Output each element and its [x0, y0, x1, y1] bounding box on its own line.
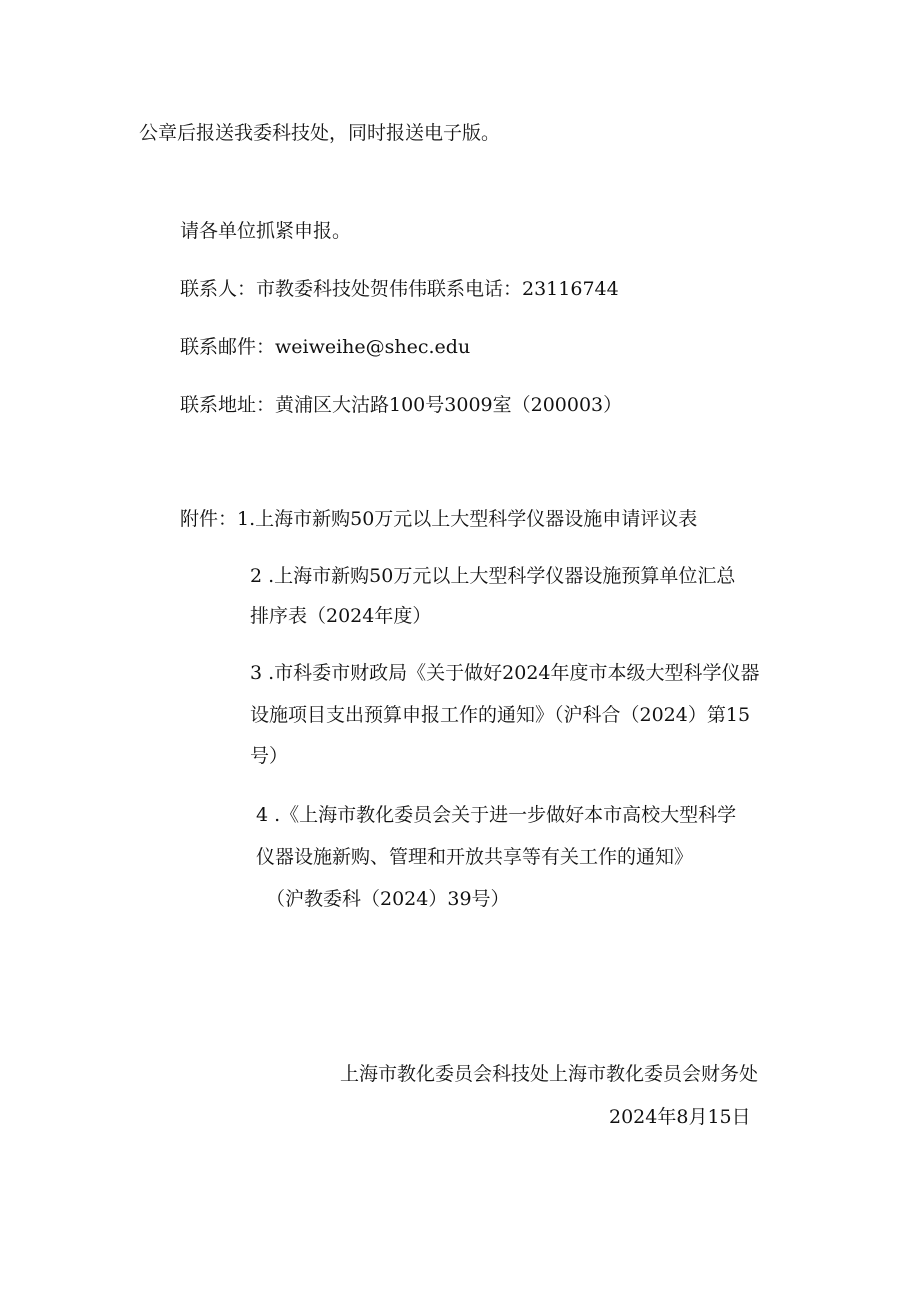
attachment-item-3-line-2: 设施项目支出预算申报工作的通知》（沪科合（2024）第15	[250, 704, 751, 726]
continuation-text: 公章后报送我委科技处，同时报送电子版。	[139, 122, 501, 144]
attachment-item-3-line-1: 3 .市科委市财政局《关于做好2024年度市本级大型科学仪器	[250, 662, 760, 684]
attachment-item-4-line-2: 仪器设施新购、管理和开放共享等有关工作的通知》	[256, 846, 694, 868]
contact-email: 联系邮件：weiweihe@shec.edu	[180, 336, 471, 358]
attachment-item-2-line-2: 排序表（2024年度）	[250, 605, 432, 627]
attachment-item-2-line-1: 2 .上海市新购50万元以上大型科学仪器设施预算单位汇总	[250, 565, 736, 587]
contact-address: 联系地址：黄浦区大沽路100号3009室（200003）	[180, 394, 623, 416]
request-text: 请各单位抓紧申报。	[180, 220, 352, 242]
attachment-item-1: 附件：1.上海市新购50万元以上大型科学仪器设施申请评议表	[180, 508, 698, 530]
attachment-item-4-line-3: （沪教委科（2024）39号）	[266, 888, 510, 910]
attachment-item-4-line-1: 4 .《上海市教化委员会关于进一步做好本市高校大型科学	[256, 804, 737, 826]
contact-person: 联系人：市教委科技处贺伟伟联系电话：23116744	[180, 278, 619, 300]
issuer-signature: 上海市教化委员会科技处上海市教化委员会财务处	[340, 1063, 759, 1085]
issue-date: 2024年8月15日	[609, 1106, 751, 1128]
attachment-item-3-line-3: 号）	[250, 745, 289, 767]
